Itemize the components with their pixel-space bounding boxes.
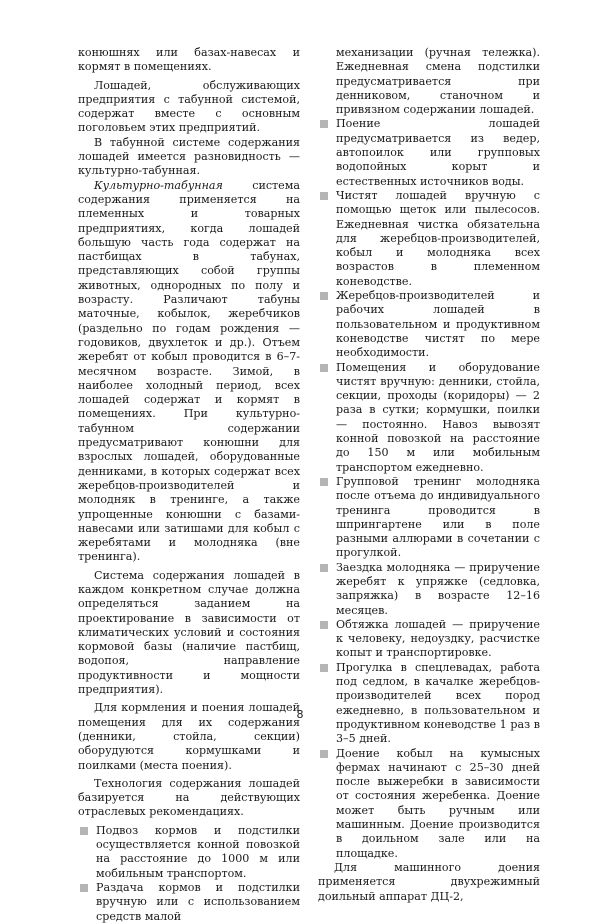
square-bullet-icon	[320, 364, 328, 372]
list-item-text: Групповой тренинг молодняка после отъема до индивидуального тренинга проводится в шпрингартене или в поле разными аллюрами в сочетании с прогулкой.	[336, 474, 540, 560]
paragraph: В табунной системе содержания лошадей имеется разновидность — культурно-табунная.	[78, 135, 300, 178]
paragraph: Для кормления и поения лошадей помещения для их содержания (денники, стойла, секции) оборудуются кормушками и поилками (места поения).	[78, 701, 300, 772]
square-bullet-icon	[320, 292, 328, 300]
square-bullet-icon	[80, 884, 88, 892]
square-bullet-icon	[320, 478, 328, 486]
paragraph-continuation: механизации (ручная тележка). Ежедневная смена подстилки предусматривается при денниковом, станочном и привязном содержании лошадей.	[336, 46, 540, 117]
list-item-text: Помещения и оборудование чистят вручную: денники, стойла, секции, проходы (коридоры) — 2 раза в сутки; кормушки, поилки — постоянно. Навоз вывозят конной повозкой на расстояние до 150 м или мобильным транспортом ежедневно.	[336, 360, 540, 474]
list-item-text: Поение лошадей предусматривается из ведер, автопоилок или групповых водопойных корыт и естественных источников воды.	[336, 117, 540, 188]
list-item	[318, 475, 540, 561]
paragraph: Лошадей, обслуживающих предприятия с табунной системой, содержат вместе с основным поголовьем этих предприятий.	[78, 78, 300, 135]
list-item-text: Обтяжка лошадей — приручение к человеку, недоуздку, расчистке копыт и транспортировке.	[336, 617, 540, 660]
list-item	[318, 189, 540, 289]
list-item-text: Прогулка в спецлевадах, работа под седлом, в качалке жеребцов-производителей всех пород ежедневно, в пользовательном и продуктивном коневодстве 1 раз в 3–5 дней.	[336, 660, 540, 746]
term-culture-herd: Культурно-табунная	[94, 178, 223, 192]
list-item-text: Подвоз кормов и подстилки осуществляется конной повозкой на расстояние до 1000 м или мобильным транспортом.	[96, 823, 300, 880]
list-item	[318, 561, 540, 618]
list-item-text: Жеребцов-производителей и рабочих лошадей в пользовательном и продуктивном коневодстве чистят по мере необходимости.	[336, 289, 540, 360]
square-bullet-icon	[320, 621, 328, 629]
list-item	[318, 661, 540, 747]
square-bullet-icon	[320, 750, 328, 758]
paragraph: Технология содержания лошадей базируется на действующих отраслевых рекомендациях.	[78, 776, 300, 819]
paragraph: конюшнях или базах-навесах и кормят в помещениях.	[78, 46, 300, 74]
square-bullet-icon	[320, 192, 328, 200]
page-number: 8	[296, 708, 304, 721]
left-column	[78, 46, 300, 924]
square-bullet-icon	[320, 564, 328, 572]
list-item	[78, 824, 300, 881]
paragraph: Для машинного доения применяется двухрежимный доильный аппарат ДЦ-2,	[318, 860, 540, 903]
paragraph-culture-herd	[78, 179, 300, 565]
list-item	[318, 289, 540, 360]
list-item-text: Раздача кормов и подстилки вручную или с использованием средств малой	[96, 880, 300, 923]
right-column	[318, 46, 540, 904]
list-item	[318, 117, 540, 188]
list-item	[78, 881, 300, 924]
paragraph-text: система содержания применяется на племенных и товарных предприятиях, когда лошадей большую часть года содержат на пастбищах в табунах, представляющих собой группы животных, однородных по полу и возрасту. Различают табуны маточные, кобылок, жеребчиков (раздельно по годам рождения — годовиков, двухлеток и др.). Отъем жеребят от кобыл проводится в 6–7-месячном возрасте. Зимой, в наиболее холодный период, всех лошадей содержат и кормят в помещениях. При культурно-табунном содержании предусматривают конюшни для взрослых лошадей, оборудованные денниками, в которых содержат всех жеребцов-производителей и молодняк в тренинге, а также упрощенные конюшни с базами-навесами или затишами для кобыл с жеребятами и молодняка (вне тренинга).	[78, 178, 300, 564]
square-bullet-icon	[320, 120, 328, 128]
list-item	[318, 747, 540, 861]
list-item	[318, 361, 540, 475]
list-item-text: Чистят лошадей вручную с помощью щеток или пылесосов. Ежедневная чистка обязательна для жеребцов-производителей, кобыл и молодняка всех возрастов в племенном коневодстве.	[336, 188, 540, 288]
paragraph: Система содержания лошадей в каждом конкретном случае должна определяться заданием на проектирование в зависимости от климатических условий и состояния кормовой базы (наличие пастбищ, водопоя, направление продуктивности и мощности предприятия).	[78, 568, 300, 697]
square-bullet-icon	[320, 664, 328, 672]
square-bullet-icon	[80, 827, 88, 835]
list-item-text: Доение кобыл на кумысных фермах начинают с 25–30 дней после выжеребки в зависимости от состояния жеребенка. Доение может быть ручным или машинным. Доение производится в доильном зале или на площадке.	[336, 746, 540, 860]
list-item	[318, 618, 540, 661]
list-item-text: Заездка молодняка — приручение жеребят к упряжке (седловка, запряжка) в возрасте 12–16 месяцев.	[336, 560, 540, 617]
